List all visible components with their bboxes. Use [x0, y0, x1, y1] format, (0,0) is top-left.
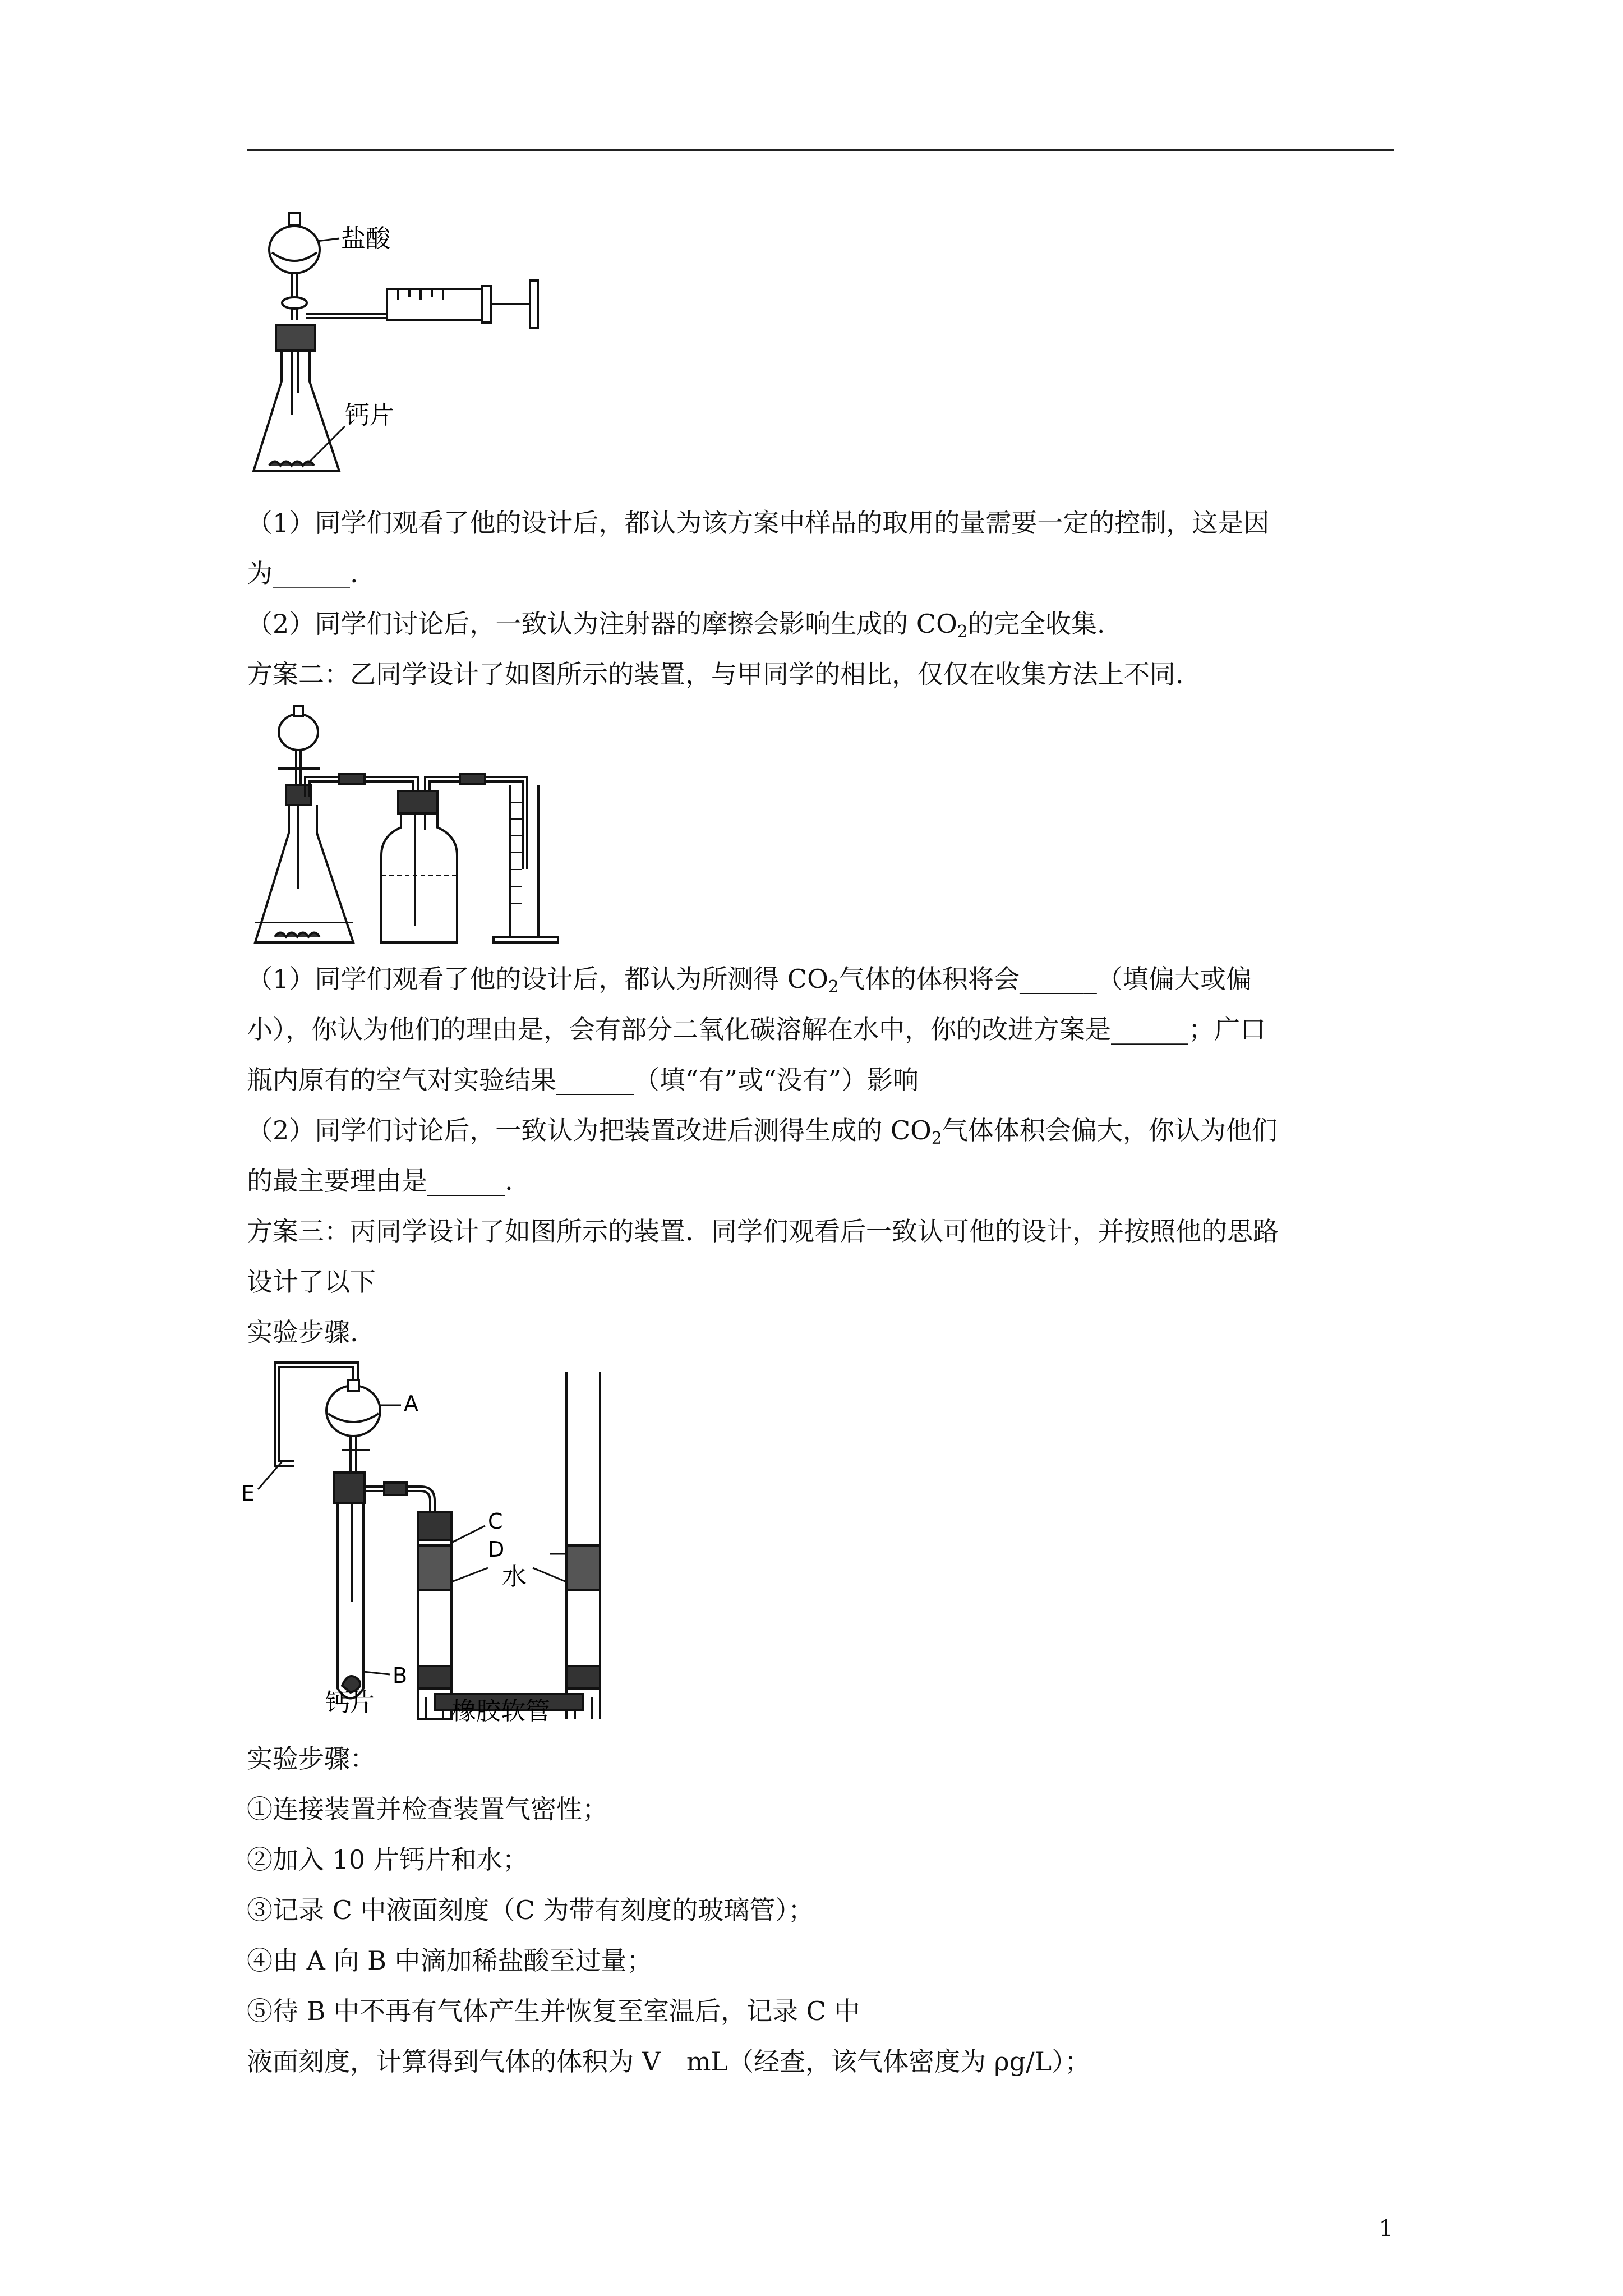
- scheme2-q1-line3-text: 瓶内原有的空气对实验结果______（填“有”或“没有”）影响: [247, 1065, 919, 1095]
- scheme3-title-text: 方案三：丙同学设计了如图所示的装置．同学们观看后一致认可他的设计，并按照他的思路: [247, 1216, 1279, 1246]
- header-rule: [247, 149, 1394, 151]
- scheme1-question2: [247, 599, 1394, 649]
- scheme2-q2-text-a: （2）同学们讨论后，一致认为把装置改进后测得生成的 CO: [247, 1115, 932, 1145]
- scheme2-q1-line2-text: 小），你认为他们的理由是，会有部分二氧化碳溶解在水中，你的改进方案是______；广口: [247, 1014, 1266, 1045]
- steps-heading-text: 实验步骤：: [247, 1743, 376, 1774]
- label-B: B: [393, 1663, 408, 1688]
- step-item: [247, 1986, 1394, 2036]
- step-4-text: ④由 A 向 B 中滴加稀盐酸至过量；: [247, 1945, 653, 1976]
- step-item: [247, 1784, 1394, 1834]
- scheme2-question2-line2: [247, 1156, 1394, 1206]
- label-hydrochloric-acid: 盐酸: [341, 224, 390, 253]
- scheme2-q1-text-a: （1）同学们观看了他的设计后，都认为所测得 CO: [247, 964, 828, 994]
- step-5-cont-text: 液面刻度，计算得到气体的体积为 V mL（经查，该气体密度为 ρg/L）；: [247, 2046, 1091, 2077]
- co2-subscript: 2: [957, 622, 968, 642]
- scheme2-q2-text-b: 气体体积会偏大，你认为他们: [942, 1115, 1278, 1145]
- scheme1-question1: [247, 498, 1394, 548]
- step-item: [247, 1935, 1394, 1986]
- label-A: A: [404, 1391, 418, 1416]
- label-rubber-hose: 橡胶软管: [451, 1697, 550, 1725]
- figure-u-tube-apparatus: [241, 1360, 623, 1725]
- scheme2-q2-line2-text: 的最主要理由是______.: [247, 1166, 513, 1196]
- step-1-text: ①连接装置并检查装置气密性；: [247, 1794, 608, 1824]
- page-number: 1: [1378, 2216, 1393, 2242]
- scheme1-q2-text-b: 的完全收集.: [967, 609, 1105, 639]
- label-D: D: [488, 1537, 505, 1562]
- label-C: C: [488, 1509, 503, 1534]
- co2-subscript: 2: [931, 1129, 942, 1148]
- scheme2-question1: [247, 954, 1394, 1004]
- scheme3-title: [247, 1206, 1394, 1257]
- label-water: 水: [502, 1562, 527, 1591]
- label-calcium-tablet-2: 钙片: [325, 1688, 375, 1717]
- step-item-continued: [247, 2036, 1394, 2087]
- scheme2-q1-text-b: 气体的体积将会______（填偏大或偏: [838, 964, 1252, 994]
- steps-heading: [247, 1733, 1394, 1784]
- figure-water-displacement-apparatus: [247, 701, 594, 954]
- label-calcium-tablet: 钙片: [345, 401, 394, 430]
- scheme2-question2: [247, 1105, 1394, 1156]
- label-E: E: [241, 1481, 255, 1506]
- co2-subscript: 2: [828, 977, 839, 997]
- figure-syringe-apparatus: [247, 208, 583, 488]
- step-item: [247, 1834, 1394, 1885]
- scheme3-title-line2: [247, 1257, 1394, 1307]
- step-3-text: ③记录 C 中液面刻度（C 为带有刻度的玻璃管）；: [247, 1895, 814, 1925]
- scheme3-title-line3: [247, 1307, 1394, 1358]
- step-5-text: ⑤待 B 中不再有气体产生并恢复至室温后，记录 C 中: [247, 1996, 860, 2026]
- scheme1-q2-text-a: （2）同学们讨论后，一致认为注射器的摩擦会影响生成的 CO: [247, 609, 957, 639]
- scheme1-q1-text: （1）同学们观看了他的设计后，都认为该方案中样品的取用的量需要一定的控制，这是因: [247, 508, 1270, 538]
- scheme2-question1-line3: [247, 1055, 1394, 1105]
- scheme3-title-line2-text: 设计了以下: [247, 1267, 376, 1297]
- scheme2-question1-line2: [247, 1004, 1394, 1055]
- scheme1-question1-continued: [247, 548, 1394, 599]
- scheme2-title-text: 方案二：乙同学设计了如图所示的装置，与甲同学的相比，仅仅在收集方法上不同.: [247, 659, 1184, 689]
- step-2-text: ②加入 10 片钙片和水；: [247, 1844, 528, 1875]
- step-item: [247, 1885, 1394, 1935]
- scheme1-q1-cont-text: 为______.: [247, 558, 358, 588]
- scheme3-title-line3-text: 实验步骤.: [247, 1317, 358, 1347]
- scheme2-title: [247, 649, 1394, 700]
